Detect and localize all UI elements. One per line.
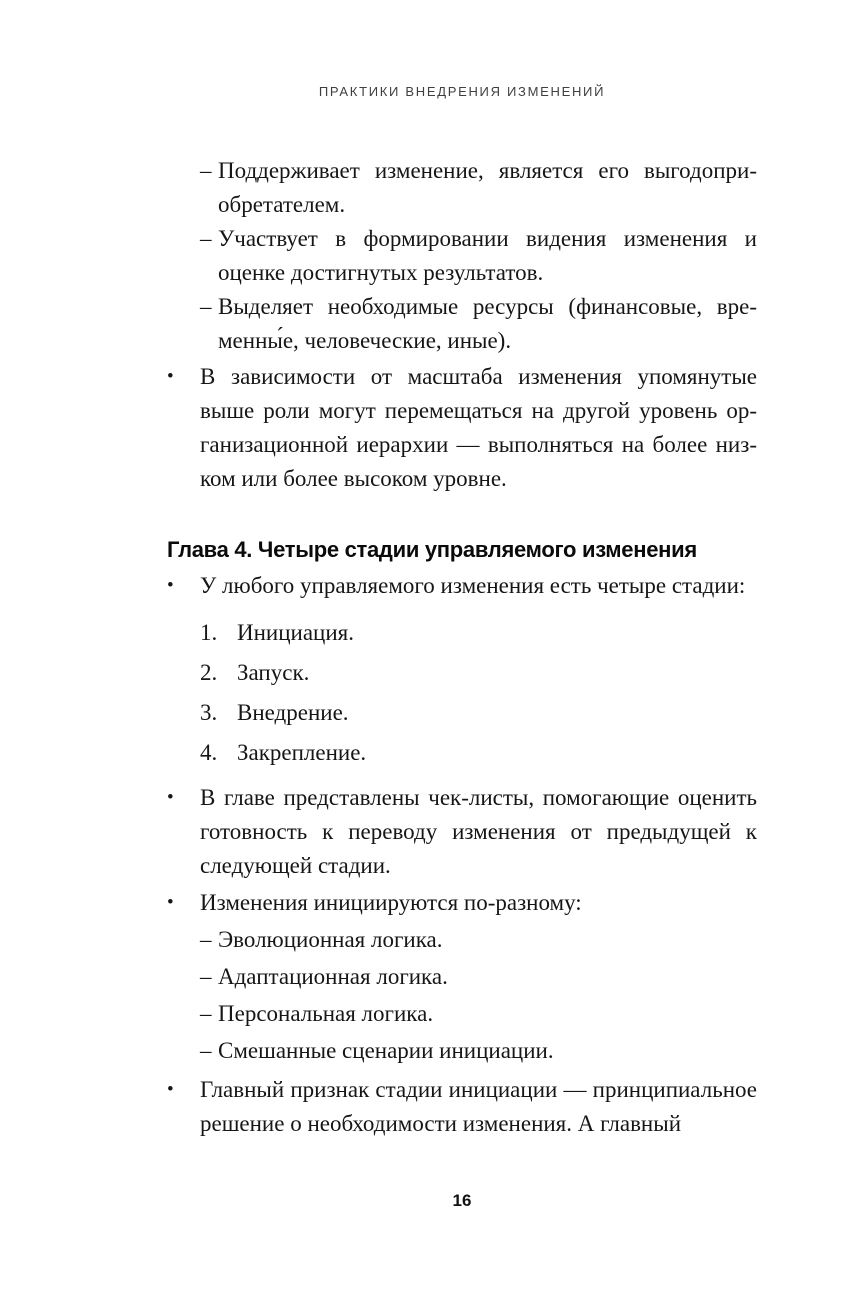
list-item: [167, 997, 757, 1031]
item-text: Выделяет необходимые ресурсы (финансовые, временны́е, человеческие, иные).: [218, 294, 757, 353]
bullet-marker: •: [167, 366, 174, 387]
bullet-marker: •: [167, 575, 174, 596]
list-item: [167, 781, 757, 883]
item-number: 4.: [200, 740, 218, 765]
list-item: [167, 886, 757, 920]
page-content: [167, 154, 757, 1141]
list-item: [167, 1073, 757, 1141]
item-number: 3.: [200, 700, 218, 725]
item-text: Главный признак стадии инициации — принципиальное решение о необходимости изменения. А главный: [200, 1077, 757, 1136]
item-text: Закрепление.: [237, 740, 367, 765]
dash-marker: –: [200, 1038, 212, 1063]
numbered-list-item: [167, 696, 757, 730]
item-text: Адаптационная логика.: [218, 964, 448, 989]
item-text: Персональная логика.: [218, 1001, 434, 1026]
dash-marker: –: [200, 226, 212, 251]
item-text: В главе представлены чек-листы, помогающие оценить готовность к переводу изменения от предыдущей к следующей стадии.: [200, 785, 757, 878]
list-item: [167, 290, 757, 358]
item-number: 2.: [200, 660, 218, 685]
chapter-heading: Глава 4. Четыре стадии управляемого изменения: [167, 537, 697, 562]
list-item: [167, 154, 757, 222]
dash-marker: –: [200, 927, 212, 952]
item-text: Смешанные сценарии инициации.: [218, 1038, 554, 1063]
list-item: [167, 923, 757, 957]
dash-marker: –: [200, 158, 212, 183]
bullet-marker: •: [167, 892, 174, 913]
list-item: [167, 569, 757, 603]
dash-marker: –: [200, 964, 212, 989]
page-number: 16: [452, 1191, 472, 1210]
dash-marker: –: [200, 294, 212, 319]
item-text: Эволюционная логика.: [218, 927, 443, 952]
item-text: Поддерживает изменение, является его выгодоприобретателем.: [218, 158, 757, 217]
running-head: ПРАКТИКИ ВНЕДРЕНИЯ ИЗМЕНЕНИЙ: [318, 84, 606, 99]
item-text: Инициация.: [237, 620, 354, 645]
item-text: Изменения инициируются по-разному:: [200, 890, 582, 915]
item-text: Запуск.: [237, 660, 310, 685]
list-item: [167, 960, 757, 994]
list-item: [167, 222, 757, 290]
item-number: 1.: [200, 620, 218, 645]
bullet-marker: •: [167, 787, 174, 808]
list-item: [167, 360, 757, 496]
list-item: [167, 1034, 757, 1068]
item-text: Участвует в формировании видения изменения и оценке достигнутых результатов.: [218, 226, 757, 285]
bullet-marker: •: [167, 1079, 174, 1100]
item-text: В зависимости от масштаба изменения упомянутые выше роли могут перемещаться на другой уровень организационной иерархии — выполняться на более низком или более высоком уровне.: [200, 364, 757, 491]
numbered-list-item: [167, 656, 757, 690]
numbered-list-item: [167, 616, 757, 650]
dash-marker: –: [200, 1001, 212, 1026]
item-text: Внедрение.: [237, 700, 349, 725]
numbered-list-item: [167, 736, 757, 770]
item-text: У любого управляемого изменения есть четыре стадии:: [200, 573, 746, 598]
